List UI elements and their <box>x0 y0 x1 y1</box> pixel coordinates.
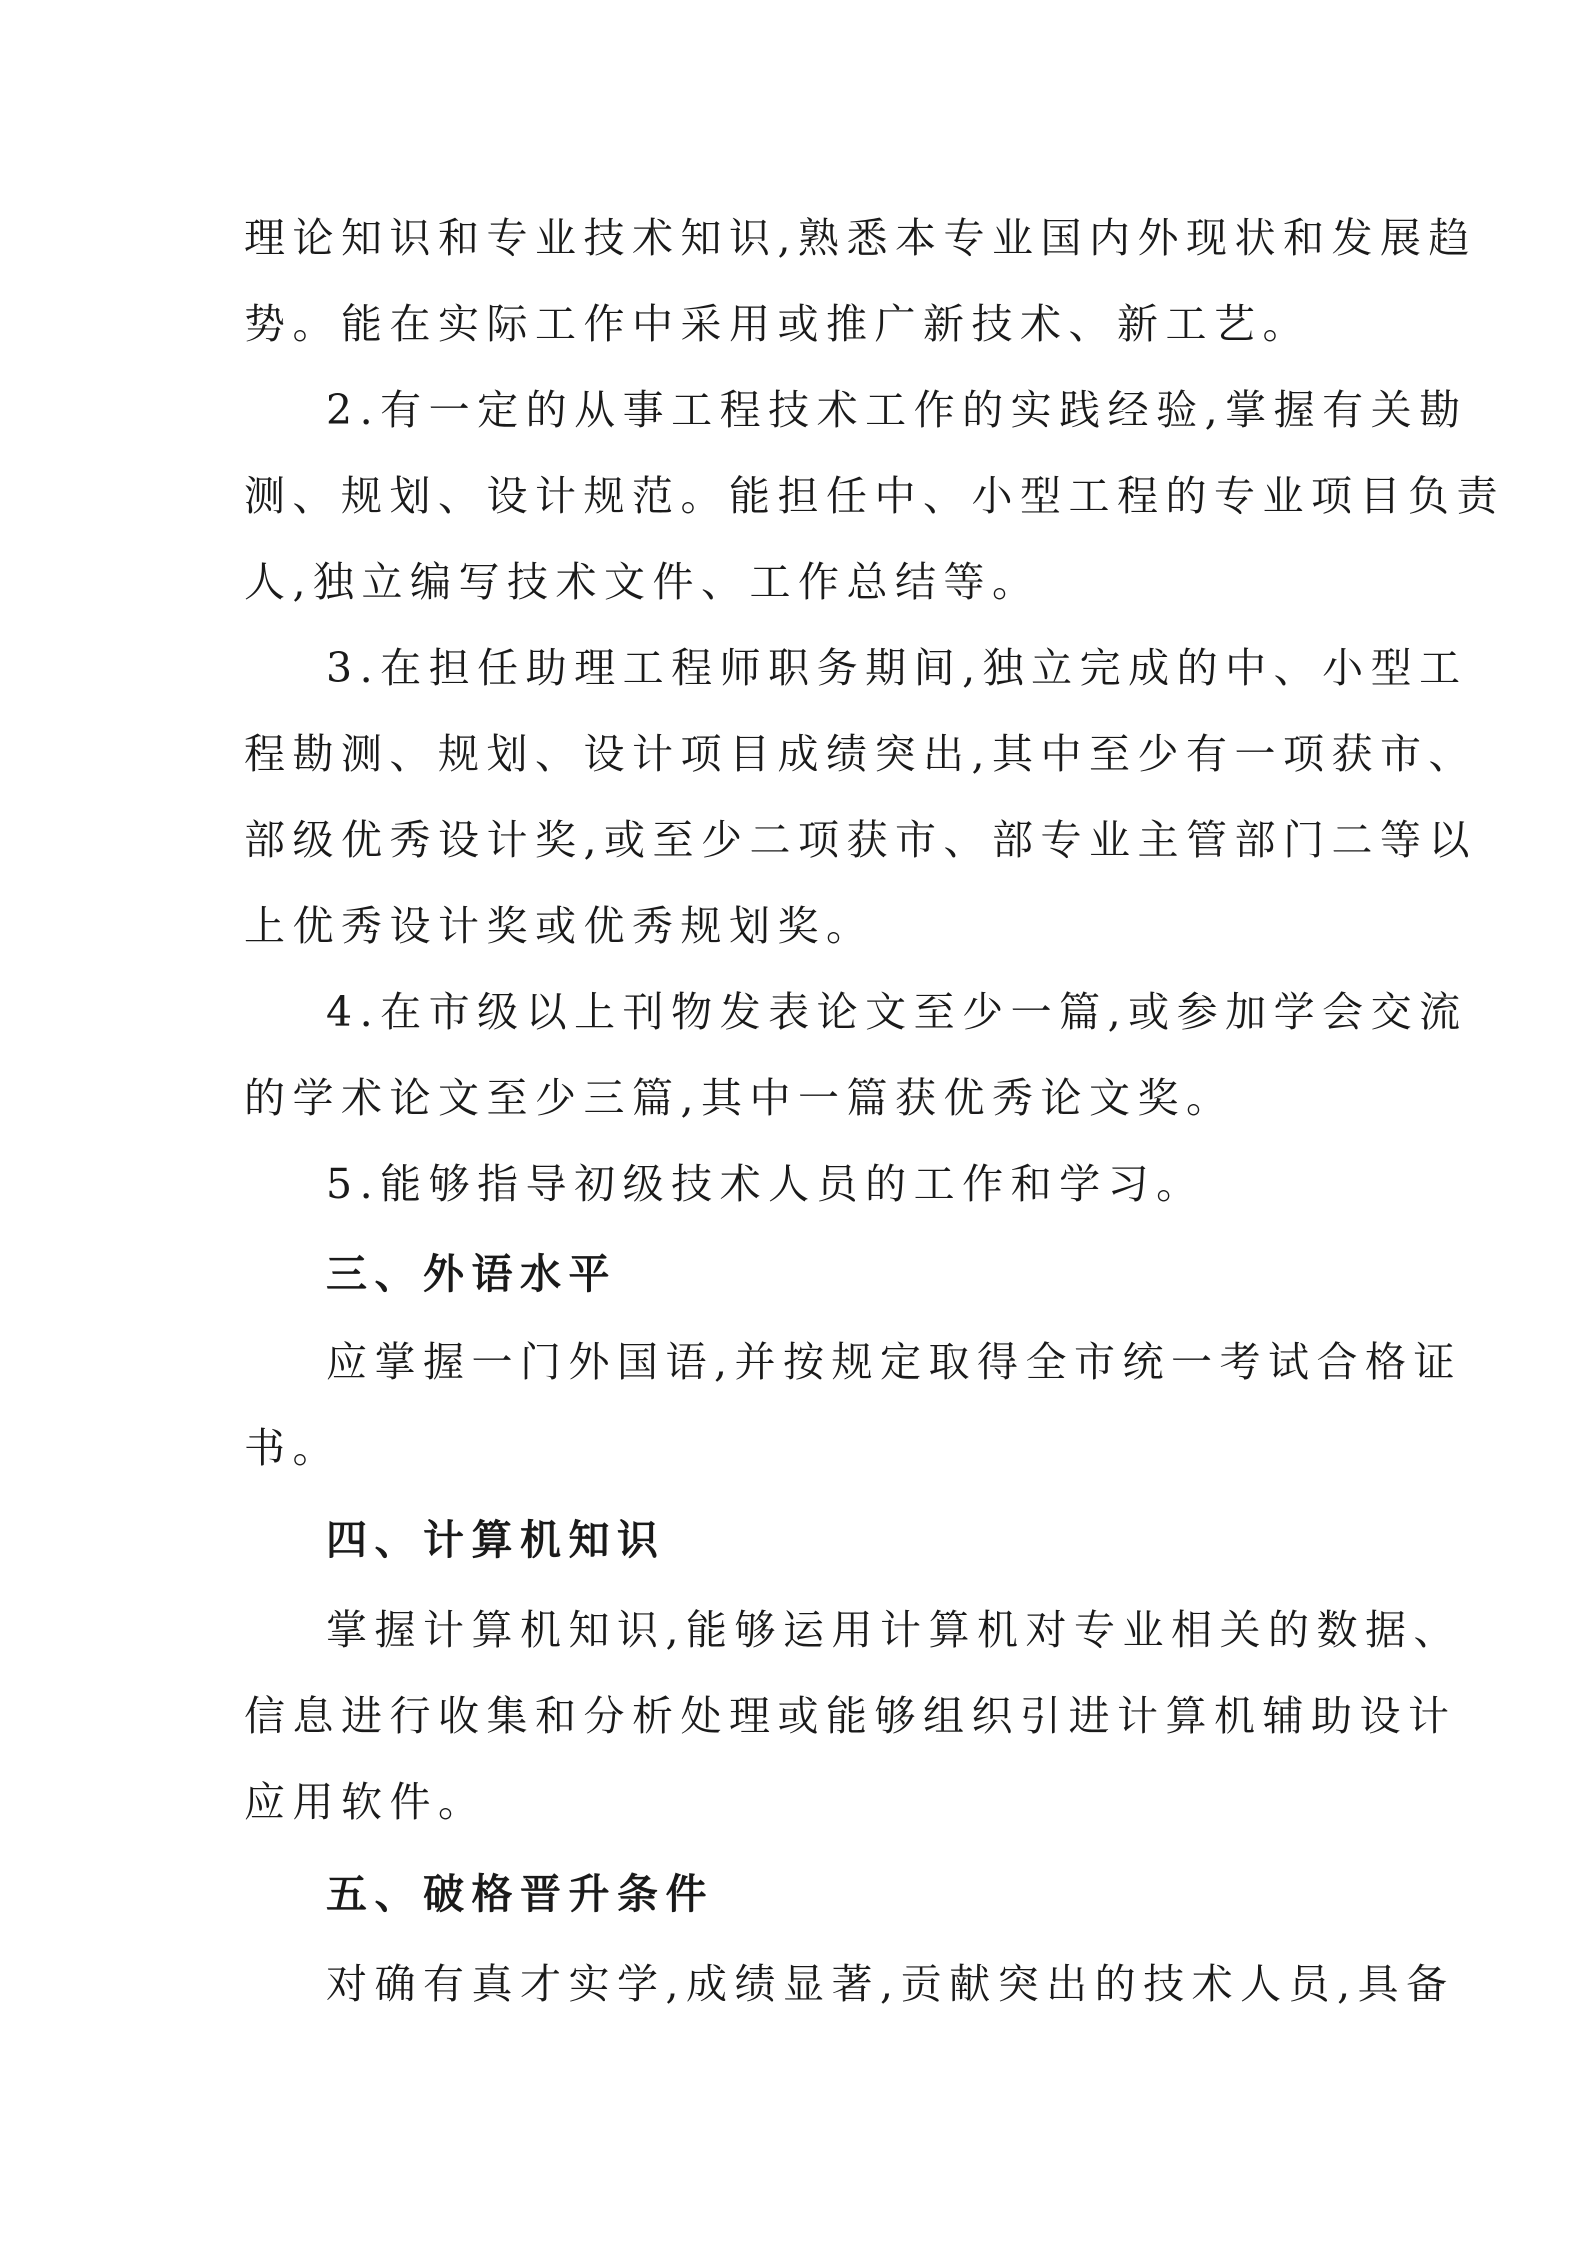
text-line: 信息进行收集和分析处理或能够组织引进计算机辅助设计 <box>244 1692 1457 1740</box>
text-line: 5.能够指导初级技术人员的工作和学习。 <box>326 1160 1205 1208</box>
text-line: 4.在市级以上刊物发表论文至少一篇,或参加学会交流 <box>326 988 1468 1036</box>
text-line: 书。 <box>244 1424 341 1472</box>
section-heading-exceptional-promotion: 五、破格晋升条件 <box>326 1870 714 1918</box>
text-line: 对确有真才实学,成绩显著,贡献突出的技术人员,具备 <box>326 1960 1455 2008</box>
text-line: 的学术论文至少三篇,其中一篇获优秀论文奖。 <box>244 1074 1235 1122</box>
text-line: 理论知识和专业技术知识,熟悉本专业国内外现状和发展趋 <box>244 214 1478 262</box>
text-line: 测、规划、设计规范。能担任中、小型工程的专业项目负责 <box>244 472 1505 520</box>
text-line: 应掌握一门外国语,并按规定取得全市统一考试合格证 <box>326 1338 1463 1386</box>
section-heading-foreign-language: 三、外语水平 <box>326 1250 617 1298</box>
text-line: 势。能在实际工作中采用或推广新技术、新工艺。 <box>244 300 1311 348</box>
text-line: 人,独立编写技术文件、工作总结等。 <box>244 558 1041 606</box>
text-line: 上优秀设计奖或优秀规划奖。 <box>244 902 875 950</box>
section-heading-computer-knowledge: 四、计算机知识 <box>326 1516 666 1564</box>
text-line: 3.在担任助理工程师职务期间,独立完成的中、小型工 <box>326 644 1468 692</box>
text-line: 程勘测、规划、设计项目成绩突出,其中至少有一项获市、 <box>244 730 1478 778</box>
text-line: 2.有一定的从事工程技术工作的实践经验,掌握有关勘 <box>326 386 1468 434</box>
text-line: 应用软件。 <box>244 1778 487 1826</box>
text-line: 掌握计算机知识,能够运用计算机对专业相关的数据、 <box>326 1606 1463 1654</box>
text-line: 部级优秀设计奖,或至少二项获市、部专业主管部门二等以 <box>244 816 1478 864</box>
